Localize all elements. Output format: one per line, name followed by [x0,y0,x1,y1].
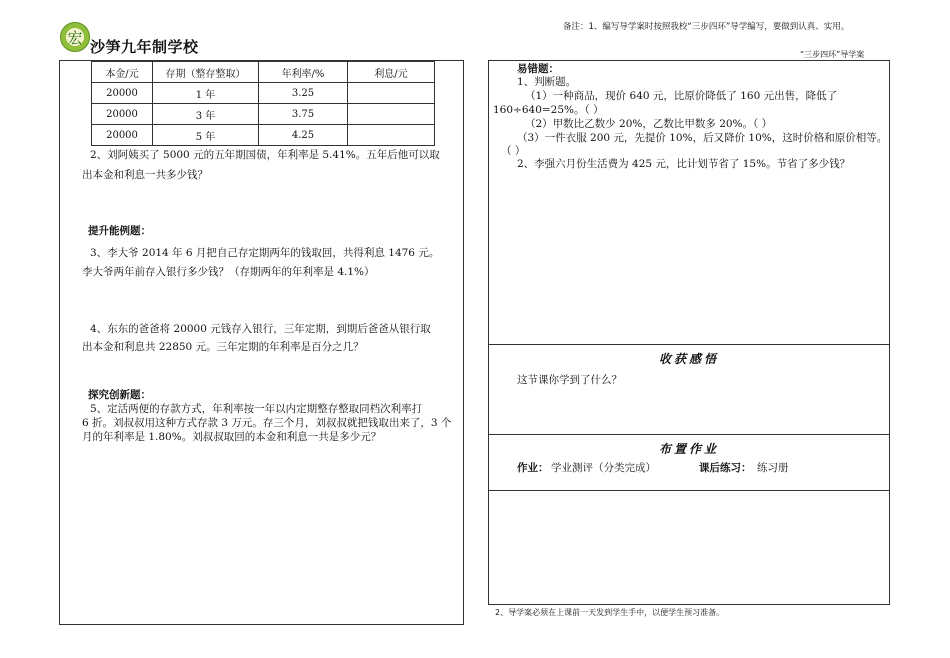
table-cell: 3 年 [153,104,259,125]
school-name: 沙笋九年制学校 [90,38,199,56]
practice-label: 课后练习： [699,462,752,474]
table-cell: 20000 [92,104,153,125]
practice-text: 练习册 [757,462,789,474]
header-subtitle: “三步四环”导学案 [800,50,865,59]
judge-2: （2）甲数比乙数少 20%，乙数比甲数多 20%。（ ） [525,118,773,130]
table-header-cell: 存期（整存整取） [153,62,259,83]
table-cell [348,83,435,104]
question-5-line-2: 6 折。刘叔叔用这种方式存款 3 万元。存三个月，刘叔叔就把钱取出来了，3 个 [82,417,452,429]
logo-char: 宏 [67,29,83,47]
question-4-line-1: 4、东东的爸爸将 20000 元钱存入银行，三年定期，到期后爸爸从银行取 [90,323,431,335]
footer-note: 2、导学案必须在上课前一天发到学生手中，以便学生预习准备。 [495,608,725,617]
section-improve-title: 提升能例题： [88,225,151,237]
table-header-cell: 年利率/% [259,62,348,83]
table-header-cell: 利息/元 [348,62,435,83]
table-row [92,83,435,104]
homework-label: 作业： [517,462,549,474]
judge-title: 1、判断题。 [517,76,577,88]
section-explore-title: 探究创新题： [88,389,151,401]
table-cell: 1 年 [153,83,259,104]
right-panel [488,60,890,605]
question-2-line-2: 出本金和利息一共多少钱？ [82,169,208,181]
header-note: 备注：1、编写导学案时按照我校“三步四环”导学编写，要做到认真、实用。 [563,22,850,32]
table-header-cell: 本金/元 [92,62,153,83]
question-5-line-1: 5、定活两便的存款方式，年利率按一年以内定期整存整取同档次利率打 [90,403,423,415]
judge-3-line-1: （3）一件衣服 200 元，先提价 10%，后又降价 10%，这时价格和原价相等。 [517,132,888,144]
divider [489,344,889,345]
divider [489,490,889,491]
table-cell: 20000 [92,125,153,146]
harvest-question: 这节课你学到了什么？ [517,374,622,386]
table-row [92,104,435,125]
section-mistake-title: 易错题： [517,63,559,75]
homework-text: 学业测评（分类完成） [551,462,656,474]
judge-1-line-1: （1）一种商品，现价 640 元，比原价降低了 160 元出售，降低了 [525,90,838,102]
homework-title: 布置作业 [659,442,720,456]
judge-3-line-2: （ ） [501,145,526,157]
question-2-line-1: 2、刘阿姨买了 5000 元的五年期国债，年利率是 5.41%。五年后他可以取 [90,149,440,161]
question-3-line-2: 李大爷两年前存入银行多少钱？（存期两年的年利率是 4.1%） [82,266,375,278]
table-cell [348,104,435,125]
question-price-saving: 2、李强六月份生活费为 425 元，比计划节省了 15%。节省了多少钱？ [517,158,851,170]
interest-rate-table [91,61,435,146]
harvest-title: 收获感悟 [659,352,720,366]
table-header-row [92,62,435,83]
table-cell: 4.25 [259,125,348,146]
table-cell [348,125,435,146]
table-row [92,125,435,146]
school-logo [60,22,90,52]
left-panel [59,60,464,625]
question-5-line-3: 月的年利率是 1.80%。刘叔叔取回的本金和利息一共是多少元？ [82,431,382,443]
divider [489,434,889,435]
table-cell: 3.75 [259,104,348,125]
judge-1-line-2: 160÷640=25%。（ ） [493,104,604,116]
question-3-line-1: 3、李大爷 2014 年 6 月把自己存定期两年的钱取回，共得利息 1476 元。 [90,247,440,259]
table-cell: 5 年 [153,125,259,146]
question-4-line-2: 出本金和利息共 22850 元。三年定期的年利率是百分之几？ [82,341,364,353]
table-cell: 20000 [92,83,153,104]
table-cell: 3.25 [259,83,348,104]
